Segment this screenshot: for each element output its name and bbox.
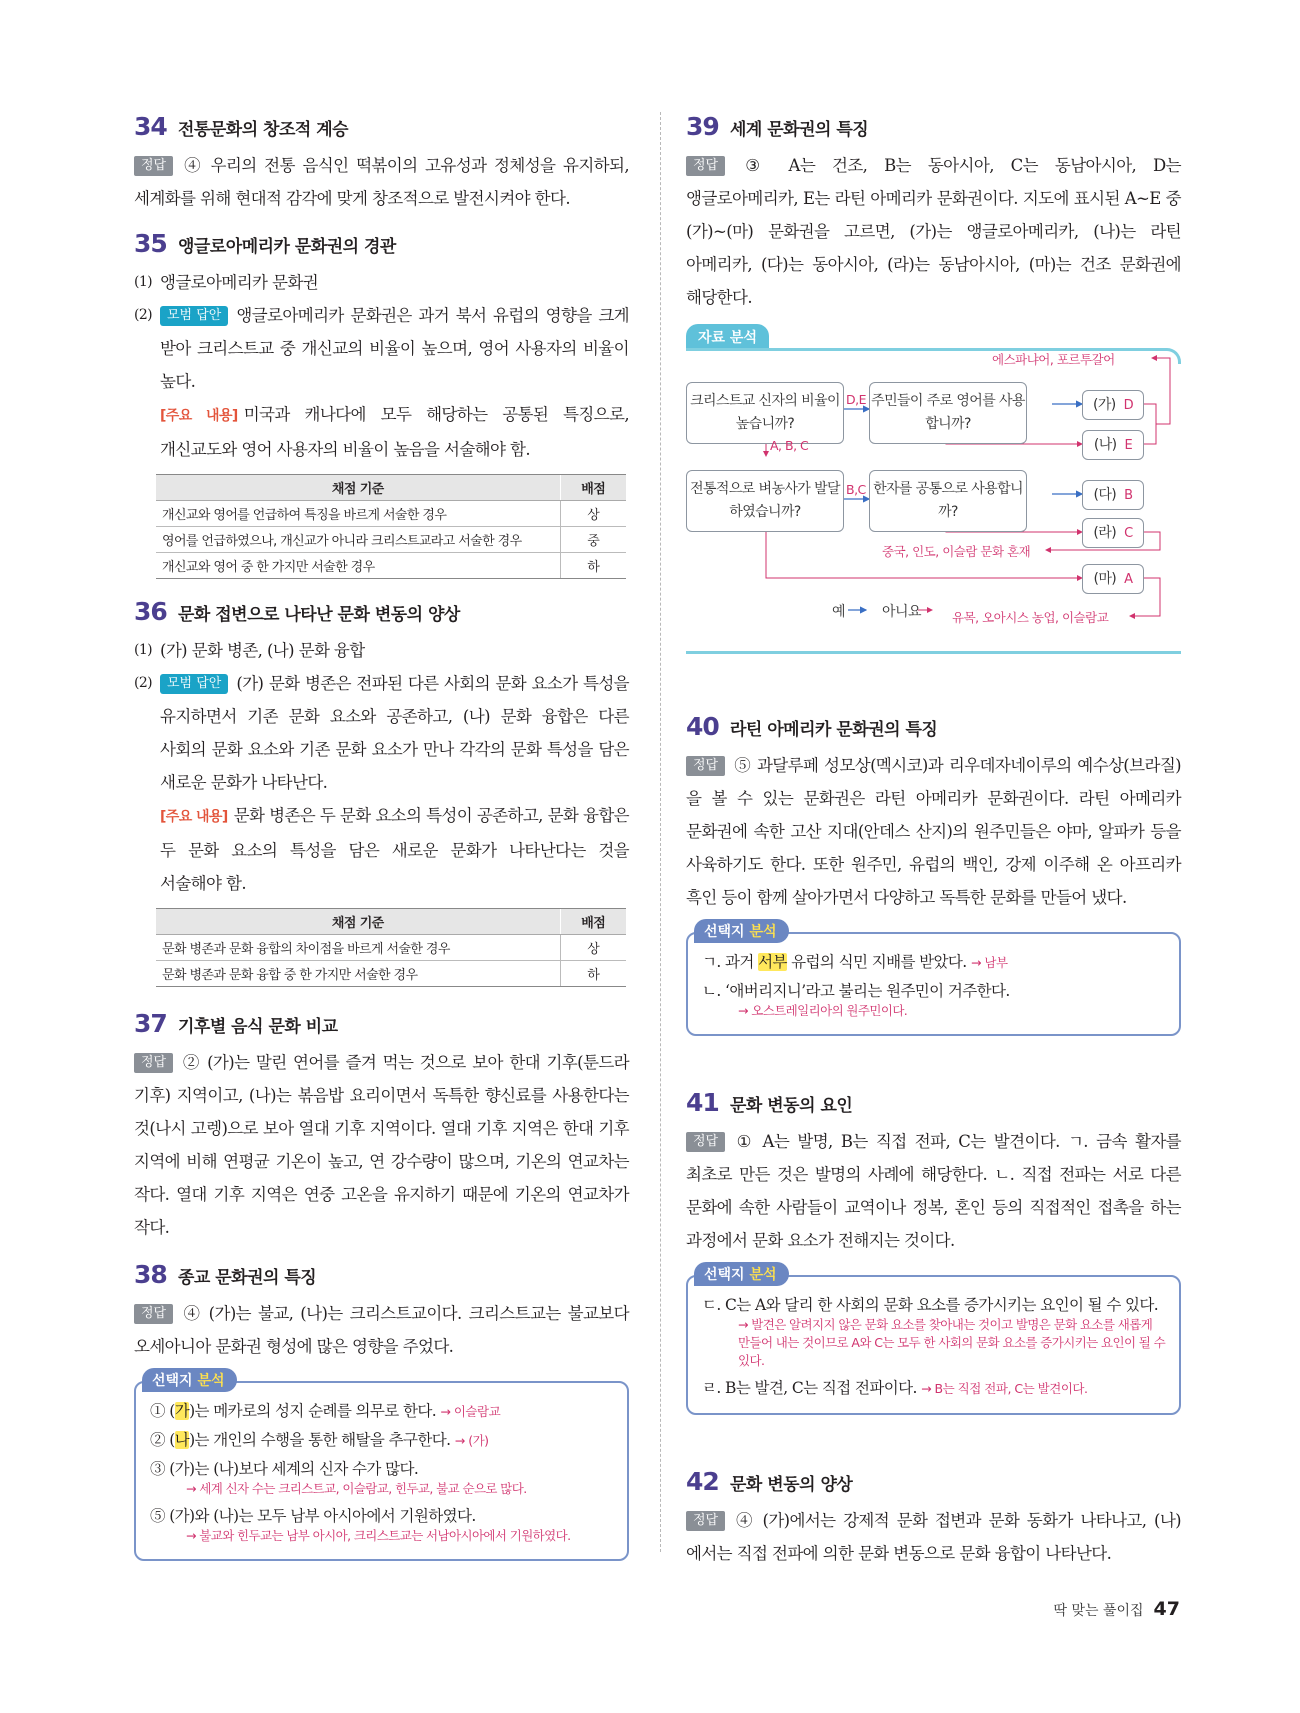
choice-b: ㄴ. ‘애버리지니’라고 불리는 원주민이 거주한다. <box>702 982 1010 1000</box>
page-number: 47 <box>1153 1598 1180 1620</box>
question-37 <box>134 1009 629 1244</box>
key-content: [주요 내용] 미국과 캐나다에 모두 해당하는 공통된 특징으로, 개신교도와 영어 사용자의 비율이 높음을 서술해야 함. <box>160 405 629 459</box>
data-analysis-flowchart <box>686 324 1181 654</box>
section-bottom-line <box>686 651 1181 654</box>
question-number: 42 <box>686 1467 719 1496</box>
flow-box-hanja: 한자를 공통으로 사용합니까? <box>869 470 1027 532</box>
flow-box-christian: 크리스트교 신자의 비율이 높습니까? <box>686 382 844 444</box>
question-36 <box>134 597 629 987</box>
question-number: 37 <box>134 1009 167 1038</box>
choice-analysis-box <box>134 1373 629 1561</box>
choice-1: ① (가)는 메카로의 성지 순례를 의무로 한다. → 이슬람교 <box>150 1402 501 1420</box>
flow-box-english: 주민들이 주로 영어를 사용합니까? <box>869 382 1027 444</box>
question-title: 라틴 아메리카 문화권의 특징 <box>730 720 938 740</box>
scoring-table: 채점 기준 배점 개신교와 영어를 언급하여 특징을 바르게 서술한 경우 상 영어를 언급하였으나, 개신교가 아니라 크리스트교라고 서술한 경우 중 개신교와 영어 중 한 가지만 서술한 경우 하 <box>156 474 626 579</box>
model-answer-tag: 모범 답안 <box>160 306 228 326</box>
column-divider <box>660 112 661 1552</box>
question-number: 39 <box>686 112 719 141</box>
choice-analysis-label: 선택지 분석 <box>142 1368 237 1392</box>
answer-item-2: (2) 모범 답안 (가) 문화 병존은 전파된 다른 사회의 문화 요소가 특성을 유지하면서 기존 문화 요소와 공존하고, (나) 문화 융합은 다른 사회의 문화 요소와 기존 문화 요소가 만나 각각의 문화 특성을 담은 새로운 문화가 나타난다. <box>134 674 629 792</box>
legend-no: 아니요 <box>882 604 922 620</box>
question-40 <box>686 712 1181 1036</box>
question-number: 41 <box>686 1088 719 1117</box>
answer-text: ④ (가)는 불교, (나)는 크리스트교이다. 크리스트교는 불교보다 오세아니아 문화권 형성에 많은 영향을 주었다. <box>134 1304 629 1356</box>
choice-c: ㄷ. C는 A와 달리 한 사회의 문화 요소를 증가시키는 요인이 될 수 있다. <box>702 1296 1159 1314</box>
left-column <box>134 112 629 1575</box>
choice-b-note: → 오스트레일리아의 원주민이다. <box>738 1003 908 1018</box>
page-footer <box>1054 1598 1181 1620</box>
question-number: 36 <box>134 597 167 626</box>
question-title: 문화 변동의 요인 <box>730 1096 853 1116</box>
answer-tag: 정답 <box>134 1304 173 1324</box>
question-41 <box>686 1088 1181 1415</box>
question-38 <box>134 1260 629 1561</box>
question-title: 세계 문화권의 특징 <box>730 120 869 140</box>
answer-tag: 정답 <box>686 1511 725 1531</box>
table-row: 문화 병존과 문화 융합의 차이점을 바르게 서술한 경우 상 <box>156 935 626 961</box>
result-ra: (라) C <box>1082 518 1144 548</box>
result-ma: (마) A <box>1082 564 1144 594</box>
result-da: (다) B <box>1082 480 1144 510</box>
flow-box-rice-farming: 전통적으로 벼농사가 발달하였습니까? <box>686 470 844 532</box>
choice-analysis-box <box>686 924 1181 1036</box>
table-row: 개신교와 영어 중 한 가지만 서술한 경우 하 <box>156 553 626 579</box>
question-34 <box>134 112 629 215</box>
note-nomad: 유목, 오아시스 농업, 이슬람교 <box>952 610 1109 625</box>
question-title: 전통문화의 창조적 계승 <box>178 120 349 140</box>
answer-tag: 정답 <box>686 756 725 776</box>
right-column <box>686 112 1181 1584</box>
label-bc: B,C <box>846 482 866 497</box>
answer-text: ② (가)는 말린 연어를 즐겨 먹는 것으로 보아 한대 기후(툰드라 기후) 지역이고, (나)는 볶음밥 요리이면서 독특한 향신료를 사용한다는 것(나시 고렝)으로 보아 열대 기후 지역이다. 열대 기후 지역은 한대 기후 지역에 비해 연평균 기온이 높고, 연 강수량이 많으며, 기온의 연교차는 작다. 열대 기후 지역은 연중 고온을 유지하기 때문에 기온의 연교차가 작다. <box>134 1053 629 1237</box>
question-42 <box>686 1467 1181 1570</box>
answer-item-2: (2) 모범 답안 앵글로아메리카 문화권은 과거 북서 유럽의 영향을 크게 받아 크리스트교 중 개신교의 비율이 높으며, 영어 사용자의 비율이 높다. <box>134 306 629 391</box>
answer-tag: 정답 <box>134 1053 173 1073</box>
answer-item-1: (1) (가) 문화 병존, (나) 문화 융합 <box>134 641 365 660</box>
question-39 <box>686 112 1181 654</box>
answer-item-1: (1) 앵글로아메리카 문화권 <box>134 273 319 292</box>
result-ga: (가) D <box>1082 390 1144 420</box>
result-na: (나) E <box>1082 430 1144 460</box>
question-title: 기후별 음식 문화 비교 <box>178 1017 338 1037</box>
table-row: 개신교와 영어를 언급하여 특징을 바르게 서술한 경우 상 <box>156 501 626 527</box>
footer-title: 딱 맞는 풀이집 <box>1053 1603 1144 1619</box>
answer-tag: 정답 <box>134 156 173 176</box>
answer-text: ⑤ 과달루페 성모상(멕시코)과 리우데자네이루의 예수상(브라질)을 볼 수 있는 문화권은 라틴 아메리카 문화권이다. 라틴 아메리카 문화권에 속한 고산 지대(안데스 산지)의 원주민들은 야마, 알파카 등을 사육하기도 한다. 또한 원주민, 유럽의 백인, 강제 이주해 온 아프리카 흑인 등이 함께 살아가면서 다양하고 독특한 문화를 만들어 냈다. <box>686 756 1181 907</box>
question-number: 34 <box>134 112 167 141</box>
choice-3: ③ (가)는 (나)보다 세계의 신자 수가 많다. <box>150 1460 419 1478</box>
question-number: 35 <box>134 229 167 258</box>
model-answer-tag: 모범 답안 <box>160 674 228 694</box>
data-analysis-label: 자료 분석 <box>686 324 769 350</box>
question-title: 문화 변동의 양상 <box>730 1475 853 1495</box>
question-title: 종교 문화권의 특징 <box>178 1268 317 1288</box>
table-row: 문화 병존과 문화 융합 중 한 가지만 서술한 경우 하 <box>156 961 626 987</box>
note-spanish-portuguese: 에스파냐어, 포르투갈어 <box>992 352 1115 367</box>
answer-text: ④ (가)에서는 강제적 문화 접변과 문화 동화가 나타나고, (나)에서는 직접 전파에 의한 문화 변동으로 문화 융합이 나타난다. <box>686 1511 1181 1563</box>
answer-text: ① A는 발명, B는 직접 전파, C는 발견이다. ㄱ. 금속 활자를 최초로 만든 것은 발명의 사례에 해당한다. ㄴ. 직접 전파는 서로 다른 문화에 속한 사람들이 교역이나 정복, 혼인 등의 직접적인 접촉을 하는 과정에서 문화 요소가 전해지는 것이다. <box>686 1132 1181 1250</box>
choice-c-note: → 발견은 알려지지 않은 문화 요소를 찾아내는 것이고 발명은 문화 요소를 새롭게 만들어 내는 것이므로 A와 C는 모두 한 사회의 문화 요소를 증가시키는 요인이 될 수 있다. <box>738 1317 1166 1368</box>
label-de: D,E <box>846 392 866 407</box>
answer-tag: 정답 <box>686 156 725 176</box>
choice-5-note: → 불교와 힌두교는 남부 아시아, 크리스트교는 서남아시아에서 기원하였다. <box>186 1528 571 1543</box>
question-35 <box>134 229 629 579</box>
answer-tag: 정답 <box>686 1132 725 1152</box>
question-title: 문화 접변으로 나타난 문화 변동의 양상 <box>178 605 460 625</box>
key-content: [주요 내용] 문화 병존은 두 문화 요소의 특성이 공존하고, 문화 융합은 두 문화 요소의 특성을 담은 새로운 문화가 나타난다는 것을 서술해야 함. <box>160 806 629 893</box>
choice-d: ㄹ. B는 발견, C는 직접 전파이다. → B는 직접 전파, C는 발견이다. <box>702 1379 1088 1397</box>
scoring-table: 채점 기준 배점 문화 병존과 문화 융합의 차이점을 바르게 서술한 경우 상 문화 병존과 문화 융합 중 한 가지만 서술한 경우 하 <box>156 908 626 987</box>
note-mixed-culture: 중국, 인도, 이슬람 문화 혼재 <box>882 544 1031 559</box>
answer-text: ④ 우리의 전통 음식인 떡볶이의 고유성과 정체성을 유지하되, 세계화를 위해 현대적 감각에 맞게 창조적으로 발전시켜야 한다. <box>134 156 629 208</box>
choice-a: ㄱ. 과거 서부 유럽의 식민 지배를 받았다. → 남부 <box>702 953 1008 971</box>
question-number: 38 <box>134 1260 167 1289</box>
choice-2: ② (나)는 개인의 수행을 통한 해탈을 추구한다. → (가) <box>150 1431 489 1449</box>
choice-analysis-label: 선택지 분석 <box>694 919 789 943</box>
choice-analysis-label: 선택지 분석 <box>694 1262 789 1286</box>
question-title: 앵글로아메리카 문화권의 경관 <box>178 237 396 257</box>
choice-3-note: → 세계 신자 수는 크리스트교, 이슬람교, 힌두교, 불교 순으로 많다. <box>186 1481 527 1496</box>
answer-text: ③ A는 건조, B는 동아시아, C는 동남아시아, D는 앵글로아메리카, E는 라틴 아메리카 문화권이다. 지도에 표시된 A~E 중 (가)~(마) 문화권을 고르면, (가)는 앵글로아메리카, (나)는 라틴 아메리카, (다)는 동아시아, (라)는 동남아시아, (마)는 건조 문화권에 해당한다. <box>686 156 1181 307</box>
legend-yes: 예 <box>832 604 846 620</box>
table-row: 영어를 언급하였으나, 개신교가 아니라 크리스트교라고 서술한 경우 중 <box>156 527 626 553</box>
label-abc: A, B, C <box>770 438 809 453</box>
choice-5: ⑤ (가)와 (나)는 모두 남부 아시아에서 기원하였다. <box>150 1507 476 1525</box>
choice-analysis-box <box>686 1267 1181 1415</box>
question-number: 40 <box>686 712 719 741</box>
